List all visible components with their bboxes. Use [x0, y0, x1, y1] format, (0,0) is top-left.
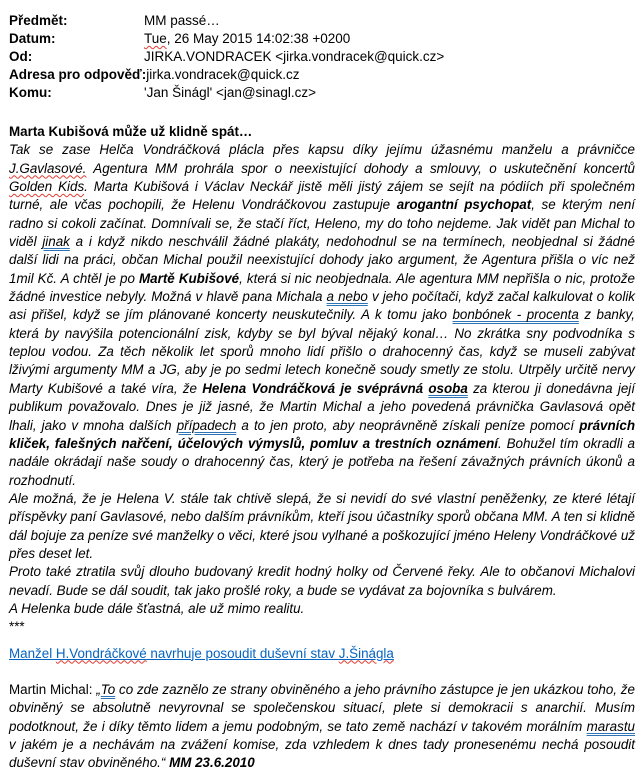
text-run: Martě Kubišové — [139, 270, 240, 286]
text-run: Proto také ztratila svůj dlouho budovaný kredit hodný holky od Červené řeky. Ale to občanovi Michalovi nevadí. Bude se dál soudit, tak jako prošlé roky, a bude se vydávat za bojovníka s bulvárem. — [9, 564, 635, 598]
text-run: v jakém je a nechávám na zvážení komise, zda vzhledem k dnes tady pronesenému nechá posoudit duševní stav obviněného.“ — [9, 737, 635, 771]
text-run: právních kliček, falešných nařčení, účelových výmyslů, pomluv a trestních oznámení — [9, 417, 635, 451]
quote-paragraph — [9, 681, 635, 773]
text-run: , která si nic neobjednala. Ale agentura MM nepřišla o nic, protože žádné investice nebyly. Možná v hlavě pana Michala — [9, 270, 635, 305]
header-label: Komu: — [9, 85, 52, 100]
text-run: , 26 May 2015 14:02:38 +0200 — [166, 31, 351, 46]
body-paragraph — [9, 141, 635, 490]
text-run: Tak se zase Helča Vondráčková plácla přes kapsu díky jejímu úžasnému manželu a právničce — [9, 142, 635, 158]
text-run: *** — [9, 619, 25, 635]
text-run: Ale možná, že je Helena V. stále tak chtivě slepá, že si nevidí do své vlastní peněženky, ze které létají příspěvky paní Gavlasové, nebo dalším právníkům, kteří jsou účastníky sporů občana MM. A ten si klidně dál bojuje za peníze své manželky o věci, které jsou vylhané a poškozující jméno Heleny Vondráčkové už přes deset let. — [9, 490, 635, 561]
body-paragraph — [9, 600, 635, 618]
text-run: 'Jan Šinágl' <jan@sinagl.cz> — [144, 85, 316, 100]
text-run: za kterou ji donedávna její publikum považovalo. Dnes je již jasné, že Martin Michal a jeho povedená právnička Gavlasová opět lhali, jako v mnoha dalších — [9, 380, 635, 433]
grammar-marked-text: a nebo — [326, 289, 368, 305]
header-value — [146, 66, 635, 84]
text-run: A Helenka bude dále šťastná, ale už mimo realitu. — [9, 600, 305, 616]
text-run: . Bohužel tím okradli a nadále okrádají naše soudy o drahocenný čas, který je potřeba na řešení závažných právních úkonů a rozhodnutí. — [9, 435, 635, 488]
spellcheck-marked-text: J.Šinágla — [338, 645, 394, 661]
text-run: Martin Michal: — [9, 681, 97, 697]
header-row — [9, 66, 635, 84]
header-label: Adresa pro odpověď: — [9, 67, 147, 82]
grammar-marked-text: To — [100, 681, 116, 697]
text-run: z banky, která by navýšila potencionální zisk, kdyby se byl býval nějaký konal… No zkrátka sny podvodníka s teplou vodou. Za těch několik let sporů mnoho lidí přišlo o drahocenný čas, když se museli zabývat lživými argumenty MM a JG, aby je po sedmi letech konečně soudy smetly ze stolu. Utrpěly určitě nervy Marty Kubišové a také víra, že — [9, 307, 635, 396]
header-value — [144, 84, 635, 102]
text-run: Manžel — [9, 645, 56, 661]
text-run: Marta Kubišová může už klidně spát… — [9, 124, 253, 139]
grammar-marked-text: případech — [176, 417, 237, 433]
header-row — [9, 30, 635, 48]
header-value — [144, 48, 635, 66]
header-value — [144, 30, 635, 48]
grammar-marked-text: marastu — [586, 718, 635, 734]
body-paragraph — [9, 563, 635, 600]
text-run: MM 23.6.2010 — [169, 755, 255, 771]
text-run: co zde zaznělo ze strany obviněného a jeho právního zástupce je jen ukázkou toho, že obviněný se absolutně nevyrovnal se společenskou situací, plete si demokracii s anarchií. Musím podotknout, že i díky těmto lidem a jemu podobným, se tato země nachází v takovém morálním — [9, 681, 636, 734]
header-label: Datum: — [9, 31, 56, 46]
body-paragraph — [9, 490, 635, 563]
header-row — [9, 12, 635, 30]
text-run: . Marta Kubišová i Václav Neckář jistě měli jistý zájem se sejít na pódiích při společném turné, ale včas pochopili, že Helenu Vondráčkovou zastupuje — [9, 179, 635, 213]
spellcheck-marked-text: Golden Kids — [9, 179, 85, 195]
text-run: „ — [96, 681, 101, 697]
text-run: Helena Vondráčková je svéprávná — [202, 380, 429, 396]
email-body — [9, 123, 635, 773]
grammar-marked-text: jinak — [42, 234, 70, 250]
text-run: , se kterým není radno si cokoli začínat. Domnívali se, že stačí říct, Heleno, my do toho nejdeme. Jak vidět pan Michal to viděl — [9, 197, 635, 250]
text-run: v jeho počítači, když začal kalkulovat o kolik asi přišel, když se jím plánované koncerty neuskutečnily. A k tomu jako — [9, 289, 635, 323]
text-run: jirka.vondracek@quick.cz — [146, 67, 300, 82]
body-heading — [9, 123, 635, 141]
article-link[interactable] — [9, 645, 635, 663]
text-run: Agentura MM prohrála spor o neexistující dohody a smlouvy, o uskutečnění koncertů — [86, 160, 635, 176]
header-value — [144, 12, 635, 30]
spellcheck-marked-text: Tue — [144, 31, 167, 46]
text-run: navrhuje posoudit duševní stav — [146, 645, 339, 661]
header-row — [9, 84, 635, 102]
text-run: JIRKA.VONDRACEK <jirka.vondracek@quick.cz> — [144, 49, 445, 64]
text-run: arogantní psychopat — [396, 197, 532, 213]
header-row — [9, 48, 635, 66]
grammar-marked-text: bonbónek - procenta — [452, 307, 579, 323]
text-run: a i když nikdo neschválil žádné plakáty, nedohodnul se na termínech, neobjednal si žádné další lidi na práci, občan Michal použil neexistující dohody jako argument, že Agentura přišla o víc než 1mil Kč. A chtěl je po — [9, 234, 635, 286]
text-run: MM passé… — [144, 13, 220, 28]
email-headers — [9, 12, 635, 102]
spellcheck-marked-text: H.Vondráčkové — [55, 645, 147, 661]
text-run: a to jen proto, aby neoprávněně získali peníze pomocí — [236, 417, 580, 433]
spellcheck-marked-text: J.Gavlasové. — [9, 160, 87, 176]
header-label: Předmět: — [9, 13, 68, 28]
separator-stars — [9, 618, 635, 636]
header-label: Od: — [9, 49, 33, 64]
grammar-marked-text: osoba — [428, 380, 468, 396]
